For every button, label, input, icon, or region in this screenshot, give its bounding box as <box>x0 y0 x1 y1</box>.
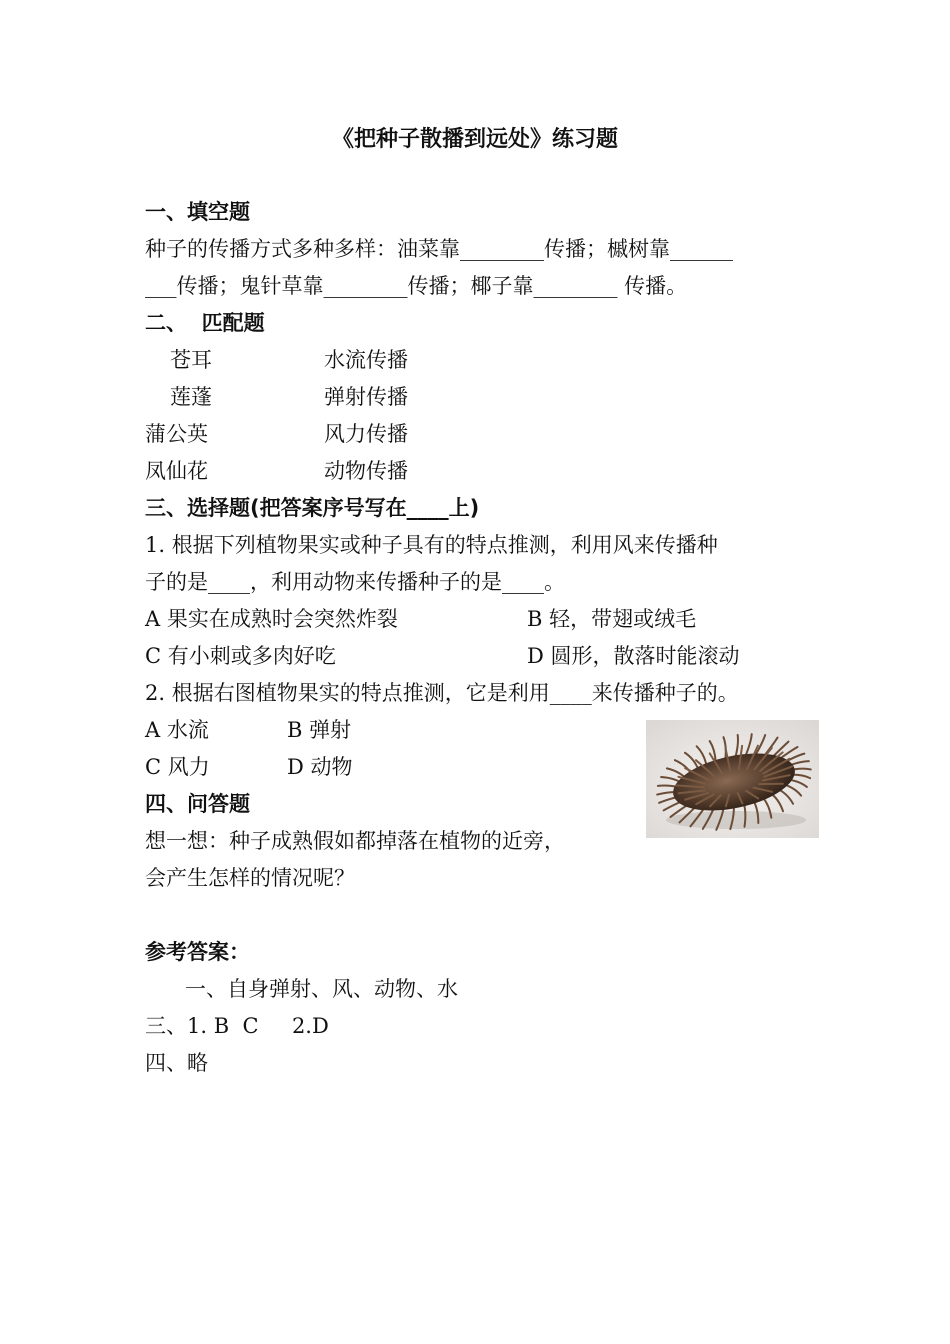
q2-option-a: A 水流 <box>145 718 209 742</box>
q1-option-a: A 果实在成熟时会突然炸裂 <box>145 607 398 631</box>
q1-line-2: 子的是____，利用动物来传播种子的是____。 <box>145 570 565 594</box>
match-right-3: 风力传播 <box>324 422 408 446</box>
qa-line-2: 会产生怎样的情况呢？ <box>145 866 355 890</box>
fill-line-1: 种子的传播方式多种多样：油菜靠________传播；槭树靠______ <box>145 237 733 261</box>
fill-line-2: ___传播；鬼针草靠________传播；椰子靠________ 传播。 <box>145 274 688 298</box>
q1-line-1: 1. 根据下列植物果实或种子具有的特点推测，利用风来传播种 <box>145 533 718 557</box>
match-left-1: 苍耳 <box>170 348 212 372</box>
answer-3: 三、1. B C 2.D <box>145 1014 329 1038</box>
answers-heading: 参考答案： <box>145 940 250 964</box>
q2-option-c: C 风力 <box>145 755 210 779</box>
match-left-3: 蒲公英 <box>145 422 208 446</box>
q1-option-d: D 圆形，散落时能滚动 <box>527 644 740 668</box>
answer-1: 一、自身弹射、风、动物、水 <box>185 977 458 1001</box>
match-right-1: 水流传播 <box>324 348 408 372</box>
section-qa-heading: 四、问答题 <box>145 792 250 816</box>
section-fill-heading: 一、填空题 <box>145 200 250 224</box>
qa-line-1: 想一想：种子成熟假如都掉落在植物的近旁， <box>145 829 565 853</box>
q2-line-1: 2. 根据右图植物果实的特点推测，它是利用____来传播种子的。 <box>145 681 739 705</box>
q1-option-c: C 有小刺或多肉好吃 <box>145 644 336 668</box>
answer-4: 四、略 <box>145 1051 208 1075</box>
section-choice-heading: 三、选择题(把答案序号写在____上) <box>145 496 480 520</box>
match-left-2: 莲蓬 <box>170 385 212 409</box>
section-match-heading: 二、 匹配题 <box>145 311 265 335</box>
q2-option-b: B 弹射 <box>287 718 352 742</box>
page-title: 《把种子散播到远处》练习题 <box>331 127 618 152</box>
match-right-2: 弹射传播 <box>324 385 408 409</box>
match-right-4: 动物传播 <box>324 459 408 483</box>
cocklebur-fruit-image <box>646 720 819 838</box>
q1-option-b: B 轻，带翅或绒毛 <box>527 607 697 631</box>
match-left-4: 凤仙花 <box>145 459 208 483</box>
q2-option-d: D 动物 <box>287 755 353 779</box>
